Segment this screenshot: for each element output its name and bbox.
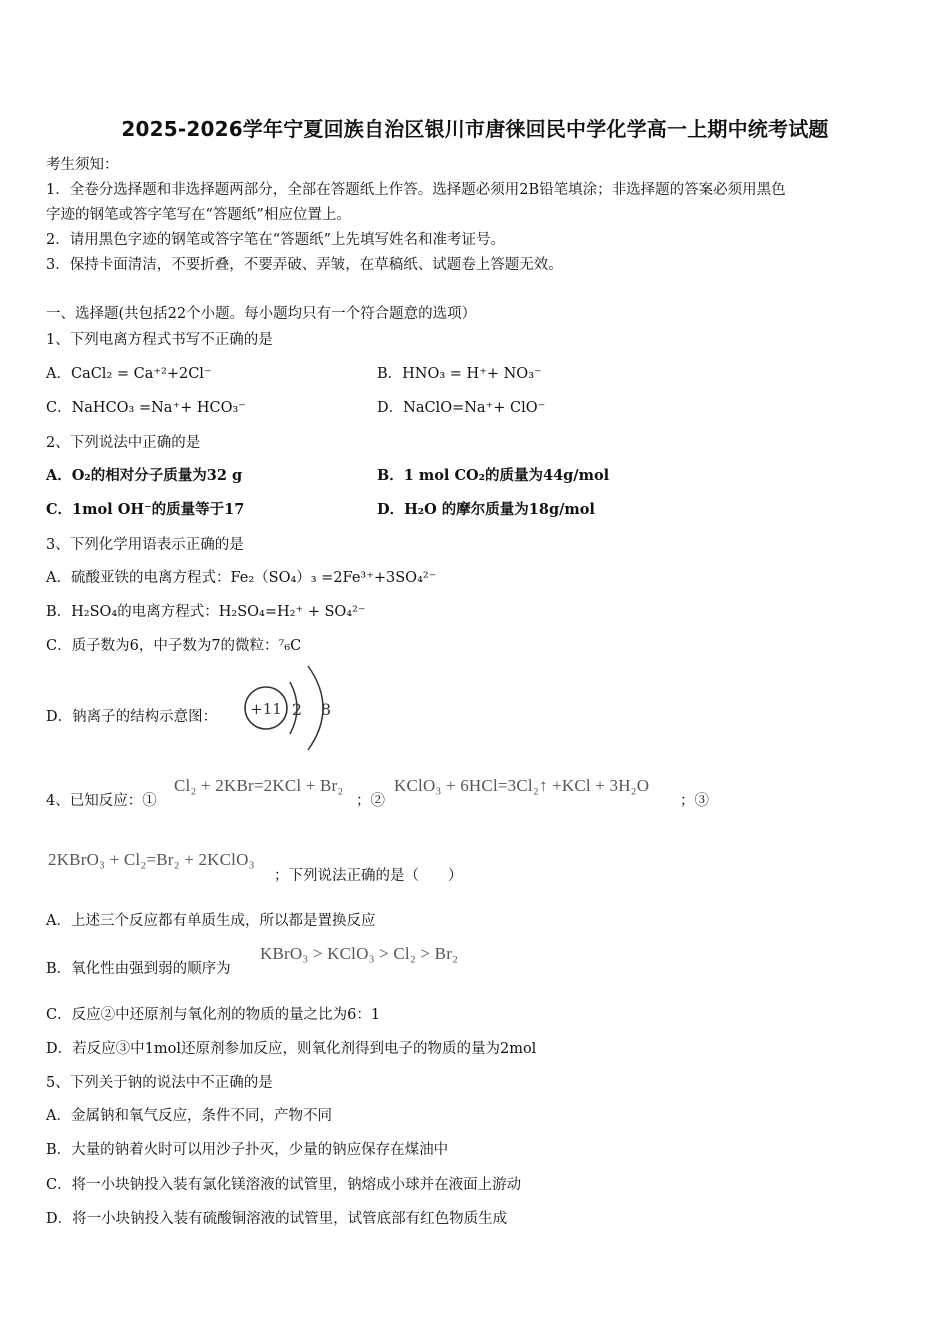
- question-4-reaction-2: KClO₃ + 6HCl=3Cl₂↑ +KCl + 3H₂O: [394, 776, 650, 795]
- section-heading: 一、选择题(共包括22个小题。每小题均只有一个符合题意的选项）: [46, 306, 477, 322]
- question-3-option-c: C．质子数为6，中子数为7的微粒：⁷₆C: [46, 638, 302, 654]
- question-1-option-d: D．NaClO=Na⁺+ ClO⁻: [377, 400, 546, 416]
- question-5-stem: 5、下列关于钠的说法中不正确的是: [46, 1075, 273, 1091]
- question-4-reaction-1: Cl₂ + 2KBr=2KCl + Br₂: [174, 776, 344, 795]
- notice-heading: 考生须知：: [46, 157, 119, 173]
- question-5-option-a: A．金属钠和氧气反应，条件不同，产物不同: [46, 1108, 332, 1124]
- question-2-option-c: C．1mol OH⁻的质量等于17: [46, 501, 245, 518]
- question-4-option-b: B．氧化性由强到弱的顺序为: [46, 961, 231, 977]
- notice-item-3: 3．保持卡面清洁，不要折叠，不要弄破、弄皱，在草稿纸、试题卷上答题无效。: [46, 257, 563, 273]
- notice-item-2: 2．请用黑色字迹的钢笔或答字笔在“答题纸”上先填写姓名和准考证号。: [46, 232, 506, 248]
- question-2-option-b: B．1 mol CO₂的质量为44g/mol: [377, 467, 610, 484]
- question-4-reaction-3-marker: ；③: [680, 793, 709, 809]
- question-4-reaction-3: 2KBrO₃ + Cl₂=Br₂ + 2KClO₃: [48, 850, 255, 869]
- question-5-option-b: B．大量的钠着火时可以用沙子扑灭，少量的钠应保存在煤油中: [46, 1142, 449, 1158]
- question-4-stem-prefix: 4、已知反应：①: [46, 793, 157, 809]
- question-2-option-d: D．H₂O 的摩尔质量为18g/mol: [377, 501, 595, 518]
- notice-item-1-cont: 字迹的钢笔或答字笔写在“答题纸”相应位置上。: [46, 207, 351, 223]
- question-5-option-d: D．将一小块钠投入装有硫酸铜溶液的试管里，试管底部有红色物质生成: [46, 1211, 508, 1227]
- question-3-option-d: D．钠离子的结构示意图：: [46, 709, 218, 725]
- electron-shell-1-count: 2: [291, 700, 303, 719]
- question-4-option-b-formula: KBrO₃ > KClO₃ > Cl₂ > Br₂: [260, 944, 459, 963]
- question-4-option-a: A．上述三个反应都有单质生成，所以都是置换反应: [46, 913, 376, 929]
- question-1-option-c: C．NaHCO₃ =Na⁺+ HCO₃⁻: [46, 400, 246, 416]
- question-4-stem-suffix: ；下列说法正确的是（ ）: [274, 868, 463, 884]
- question-4-option-d: D．若反应③中1mol还原剂参加反应，则氧化剂得到电子的物质的量为2mol: [46, 1041, 537, 1057]
- electron-shell-2-count: 8: [320, 700, 332, 719]
- question-2-stem: 2、下列说法中正确的是: [46, 435, 201, 451]
- question-1-option-b: B．HNO₃ = H⁺+ NO₃⁻: [377, 366, 542, 382]
- nucleus-charge: +11: [250, 700, 282, 718]
- question-3-option-b: B．H₂SO₄的电离方程式：H₂SO₄=H₂⁺ + SO₄²⁻: [46, 604, 366, 620]
- sodium-ion-structure-diagram: [240, 662, 340, 754]
- question-3-stem: 3、下列化学用语表示正确的是: [46, 537, 244, 553]
- question-4-reaction-2-marker: ；②: [356, 793, 385, 809]
- question-4-option-c: C．反应②中还原剂与氧化剂的物质的量之比为6：1: [46, 1007, 381, 1023]
- page-title: 2025-2026学年宁夏回族自治区银川市唐徕回民中学化学高一上期中统考试题: [121, 117, 829, 141]
- question-5-option-c: C．将一小块钠投入装有氯化镁溶液的试管里，钠熔成小球并在液面上游动: [46, 1177, 522, 1193]
- question-1-stem: 1、下列电离方程式书写不正确的是: [46, 332, 273, 348]
- question-1-option-a: A．CaCl₂ = Ca⁺²+2Cl⁻: [46, 366, 212, 382]
- question-3-option-a: A．硫酸亚铁的电离方程式：Fe₂（SO₄）₃ =2Fe³⁺+3SO₄²⁻: [46, 570, 437, 586]
- notice-item-1: 1．全卷分选择题和非选择题两部分，全部在答题纸上作答。选择题必须用2B铅笔填涂；非选择题的答案必须用黑色: [46, 182, 786, 198]
- question-2-option-a: A．O₂的相对分子质量为32 g: [46, 467, 243, 484]
